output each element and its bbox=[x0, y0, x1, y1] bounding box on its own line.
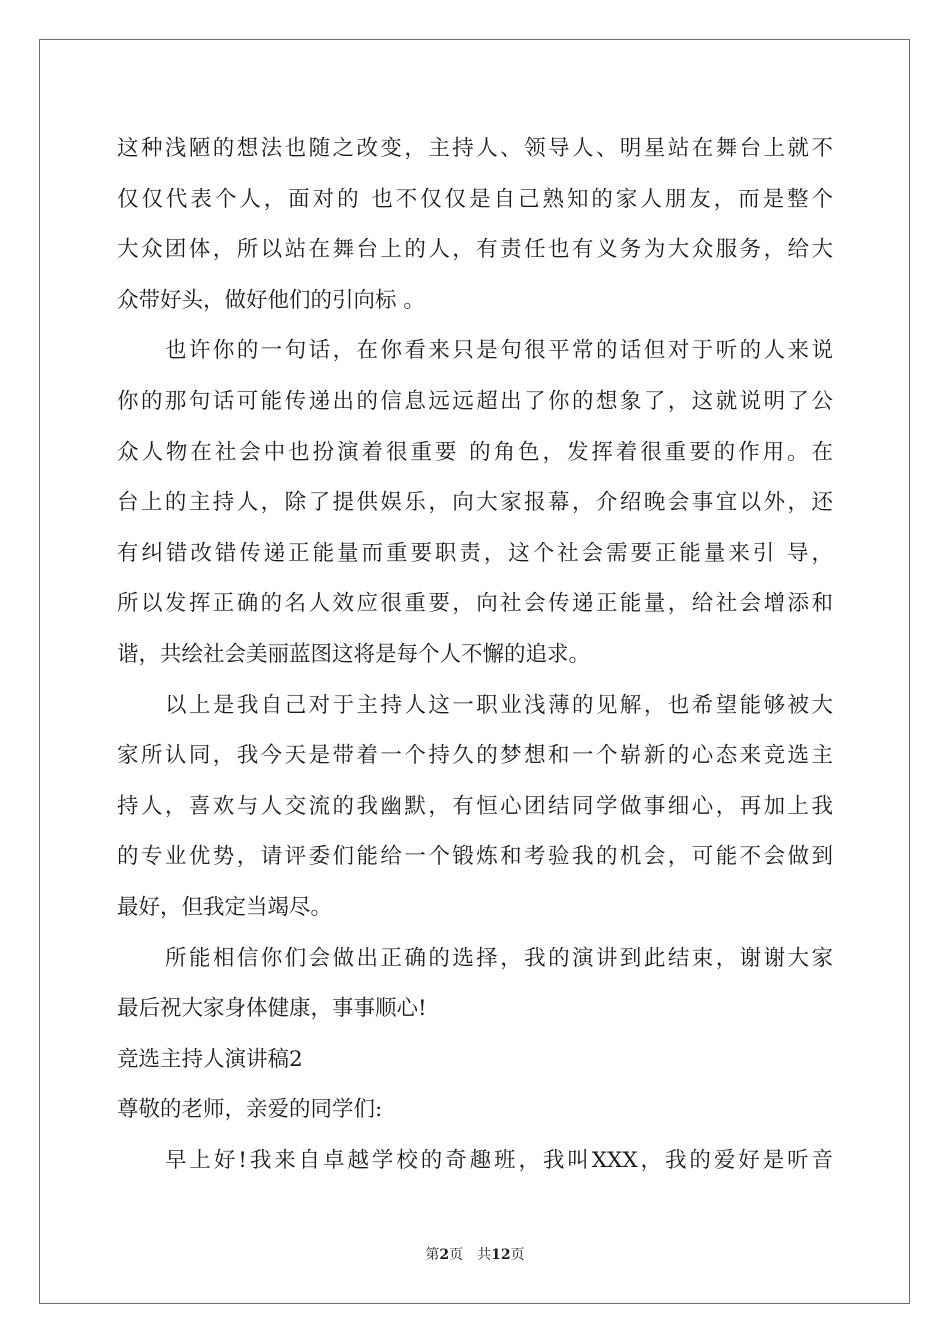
text-line: 谐，共绘社会美丽蓝图这将是每个人不懈的追求。 bbox=[117, 641, 591, 667]
page-footer bbox=[0, 1244, 950, 1264]
paragraph-start-line: 以上是我自己对于主持人这一职业浅薄的见解，也希望能够被大 bbox=[165, 692, 833, 718]
section-title: 竞选主持人演讲稿2 bbox=[117, 1046, 303, 1072]
paragraph-start-line: 也许你的一句话，在你看来只是句很平常的话但对于听的人来说 bbox=[165, 338, 833, 364]
text-line: 仅仅代表个人，面对的 也不仅仅是自己熟知的家人朋友，而是整个 bbox=[117, 186, 833, 212]
total-suffix: 页 bbox=[510, 1247, 525, 1263]
text-line: 众带好头，做好他们的引向标 。 bbox=[117, 287, 425, 313]
paragraph-start-line: 早上好!我来自卓越学校的奇趣班，我叫XXX，我的爱好是听音 bbox=[165, 1147, 833, 1173]
text-line: 大众团体，所以站在舞台上的人，有责任也有义务为大众服务，给大 bbox=[117, 237, 833, 263]
total-prefix: 共 bbox=[477, 1247, 492, 1263]
text-line: 众人物在社会中也扮演着很重要 的角色，发挥着很重要的作用。在 bbox=[117, 439, 833, 465]
text-line: 台上的主持人，除了提供娱乐，向大家报幕，介绍晚会事宜以外，还 bbox=[117, 490, 833, 516]
text-line: 这种浅陋的想法也随之改变，主持人、领导人、明星站在舞台上就不 bbox=[117, 136, 833, 161]
text-line: 所以发挥正确的名人效应很重要，向社会传递正能量，给社会增添和 bbox=[117, 591, 833, 617]
total-page-count: 12 bbox=[491, 1247, 511, 1263]
text-line: 最后祝大家身体健康，事事顺心! bbox=[117, 996, 427, 1022]
document-body bbox=[117, 124, 833, 1186]
text-line: 的专业优势，请评委们能给一个锻炼和考验我的机会，可能不会做到 bbox=[117, 844, 833, 870]
page-suffix: 页 bbox=[449, 1247, 464, 1263]
text-line: 持人，喜欢与人交流的我幽默，有恒心团结同学做事细心，再加上我 bbox=[117, 793, 833, 819]
text-line: 家所认同，我今天是带着一个持久的梦想和一个崭新的心态来竞选主 bbox=[117, 743, 833, 769]
text-line: 有纠错改错传递正能量而重要职责，这个社会需要正能量来引 导， bbox=[117, 540, 833, 566]
current-page-number: 2 bbox=[439, 1247, 450, 1263]
text-line: 最好，但我定当竭尽。 bbox=[117, 894, 333, 920]
text-line: 你的那句话可能传递出的信息远远超出了你的想象了，这就说明了公 bbox=[117, 388, 833, 414]
salutation: 尊敬的老师，亲爱的同学们: bbox=[117, 1097, 383, 1123]
paragraph-start-line: 所能相信你们会做出正确的选择，我的演讲到此结束，谢谢大家 bbox=[165, 945, 833, 971]
page-prefix: 第 bbox=[425, 1247, 440, 1263]
